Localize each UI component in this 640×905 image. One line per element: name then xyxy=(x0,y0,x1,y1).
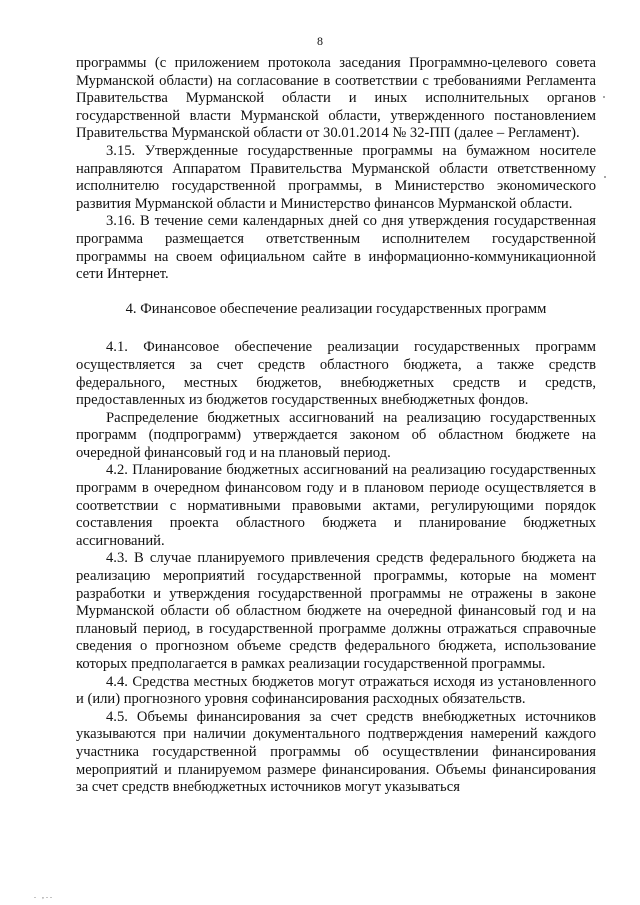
paragraph-3-16: 3.16. В течение семи календарных дней со дня утверждения государственная программа размещается ответственным исполнителем государственной программы на своем официальном сайте в информационно-коммуникационной сети Интернет. xyxy=(76,213,596,283)
section-heading-4: 4. Финансовое обеспечение реализации государственных программ xyxy=(125,300,547,317)
scan-artifact-mark: . ,.. xyxy=(34,891,54,900)
document-body xyxy=(76,55,596,797)
paragraph-4-2: 4.2. Планирование бюджетных ассигнований на реализацию государственных программ в очередном финансовом году и в плановом периоде осуществляется в соответствии с нормативными правовыми актами, регулирующими порядок составления проекта областного бюджета и планирование бюджетных ассигнований. xyxy=(76,462,596,549)
paragraph-3-15: 3.15. Утвержденные государственные программы на бумажном носителе направляются Аппаратом Правительства Мурманской области ответственному исполнителю государственной программы, в Министерство экономического развития Мурманской области и Министерство финансов Мурманской области. xyxy=(76,142,596,212)
paragraph-4-3: 4.3. В случае планируемого привлечения средств федерального бюджета на реализацию мероприятий государственной программы, которые на момент разработки и утверждения государственной программы не отражены в законе Мурманской области об областном бюджете на очередной финансовый год и на плановый период, в государственной программе должны отражаться справочные сведения о прогнозном объеме средств федерального бюджета, использование которых предполагается в рамках реализации государственной программы. xyxy=(76,550,596,672)
page-number: 8 xyxy=(317,34,323,48)
paragraph-4-4: 4.4. Средства местных бюджетов могут отражаться исходя из установленного и (или) прогнозного уровня софинансирования расходных обязательств. xyxy=(76,673,596,708)
scan-speck xyxy=(603,96,605,98)
paragraph-3-14-continuation: программы (с приложением протокола заседания Программно-целевого совета Мурманской области) на согласование в соответствии с требованиями Регламента Правительства Мурманской области и иных исполнительных органов государственной власти Мурманской области, утвержденного постановлением Правительства Мурманской области от 30.01.2014 № 32-ПП (далее – Регламент). xyxy=(76,55,596,142)
paragraph-4-1: 4.1. Финансовое обеспечение реализации государственных программ осуществляется за счет средств областного бюджета, а также средств федерального, местных бюджетов, внебюджетных средств и средств, предоставленных из бюджетов государственных внебюджетных фондов. xyxy=(76,339,596,409)
paragraph-4-1-distribution: Распределение бюджетных ассигнований на реализацию государственных программ (подпрограмм) утверждается законом об областном бюджете на очередной финансовый год и на плановый период. xyxy=(76,409,596,461)
paragraph-4-5: 4.5. Объемы финансирования за счет средств внебюджетных источников указываются при наличии документального подтверждения намерений каждого участника государственной программы об осуществлении финансирования мероприятий и планируемом размере финансирования. Объемы финансирования за счет средств внебюджетных источников могут указываться xyxy=(76,708,596,796)
scan-speck xyxy=(604,176,606,178)
